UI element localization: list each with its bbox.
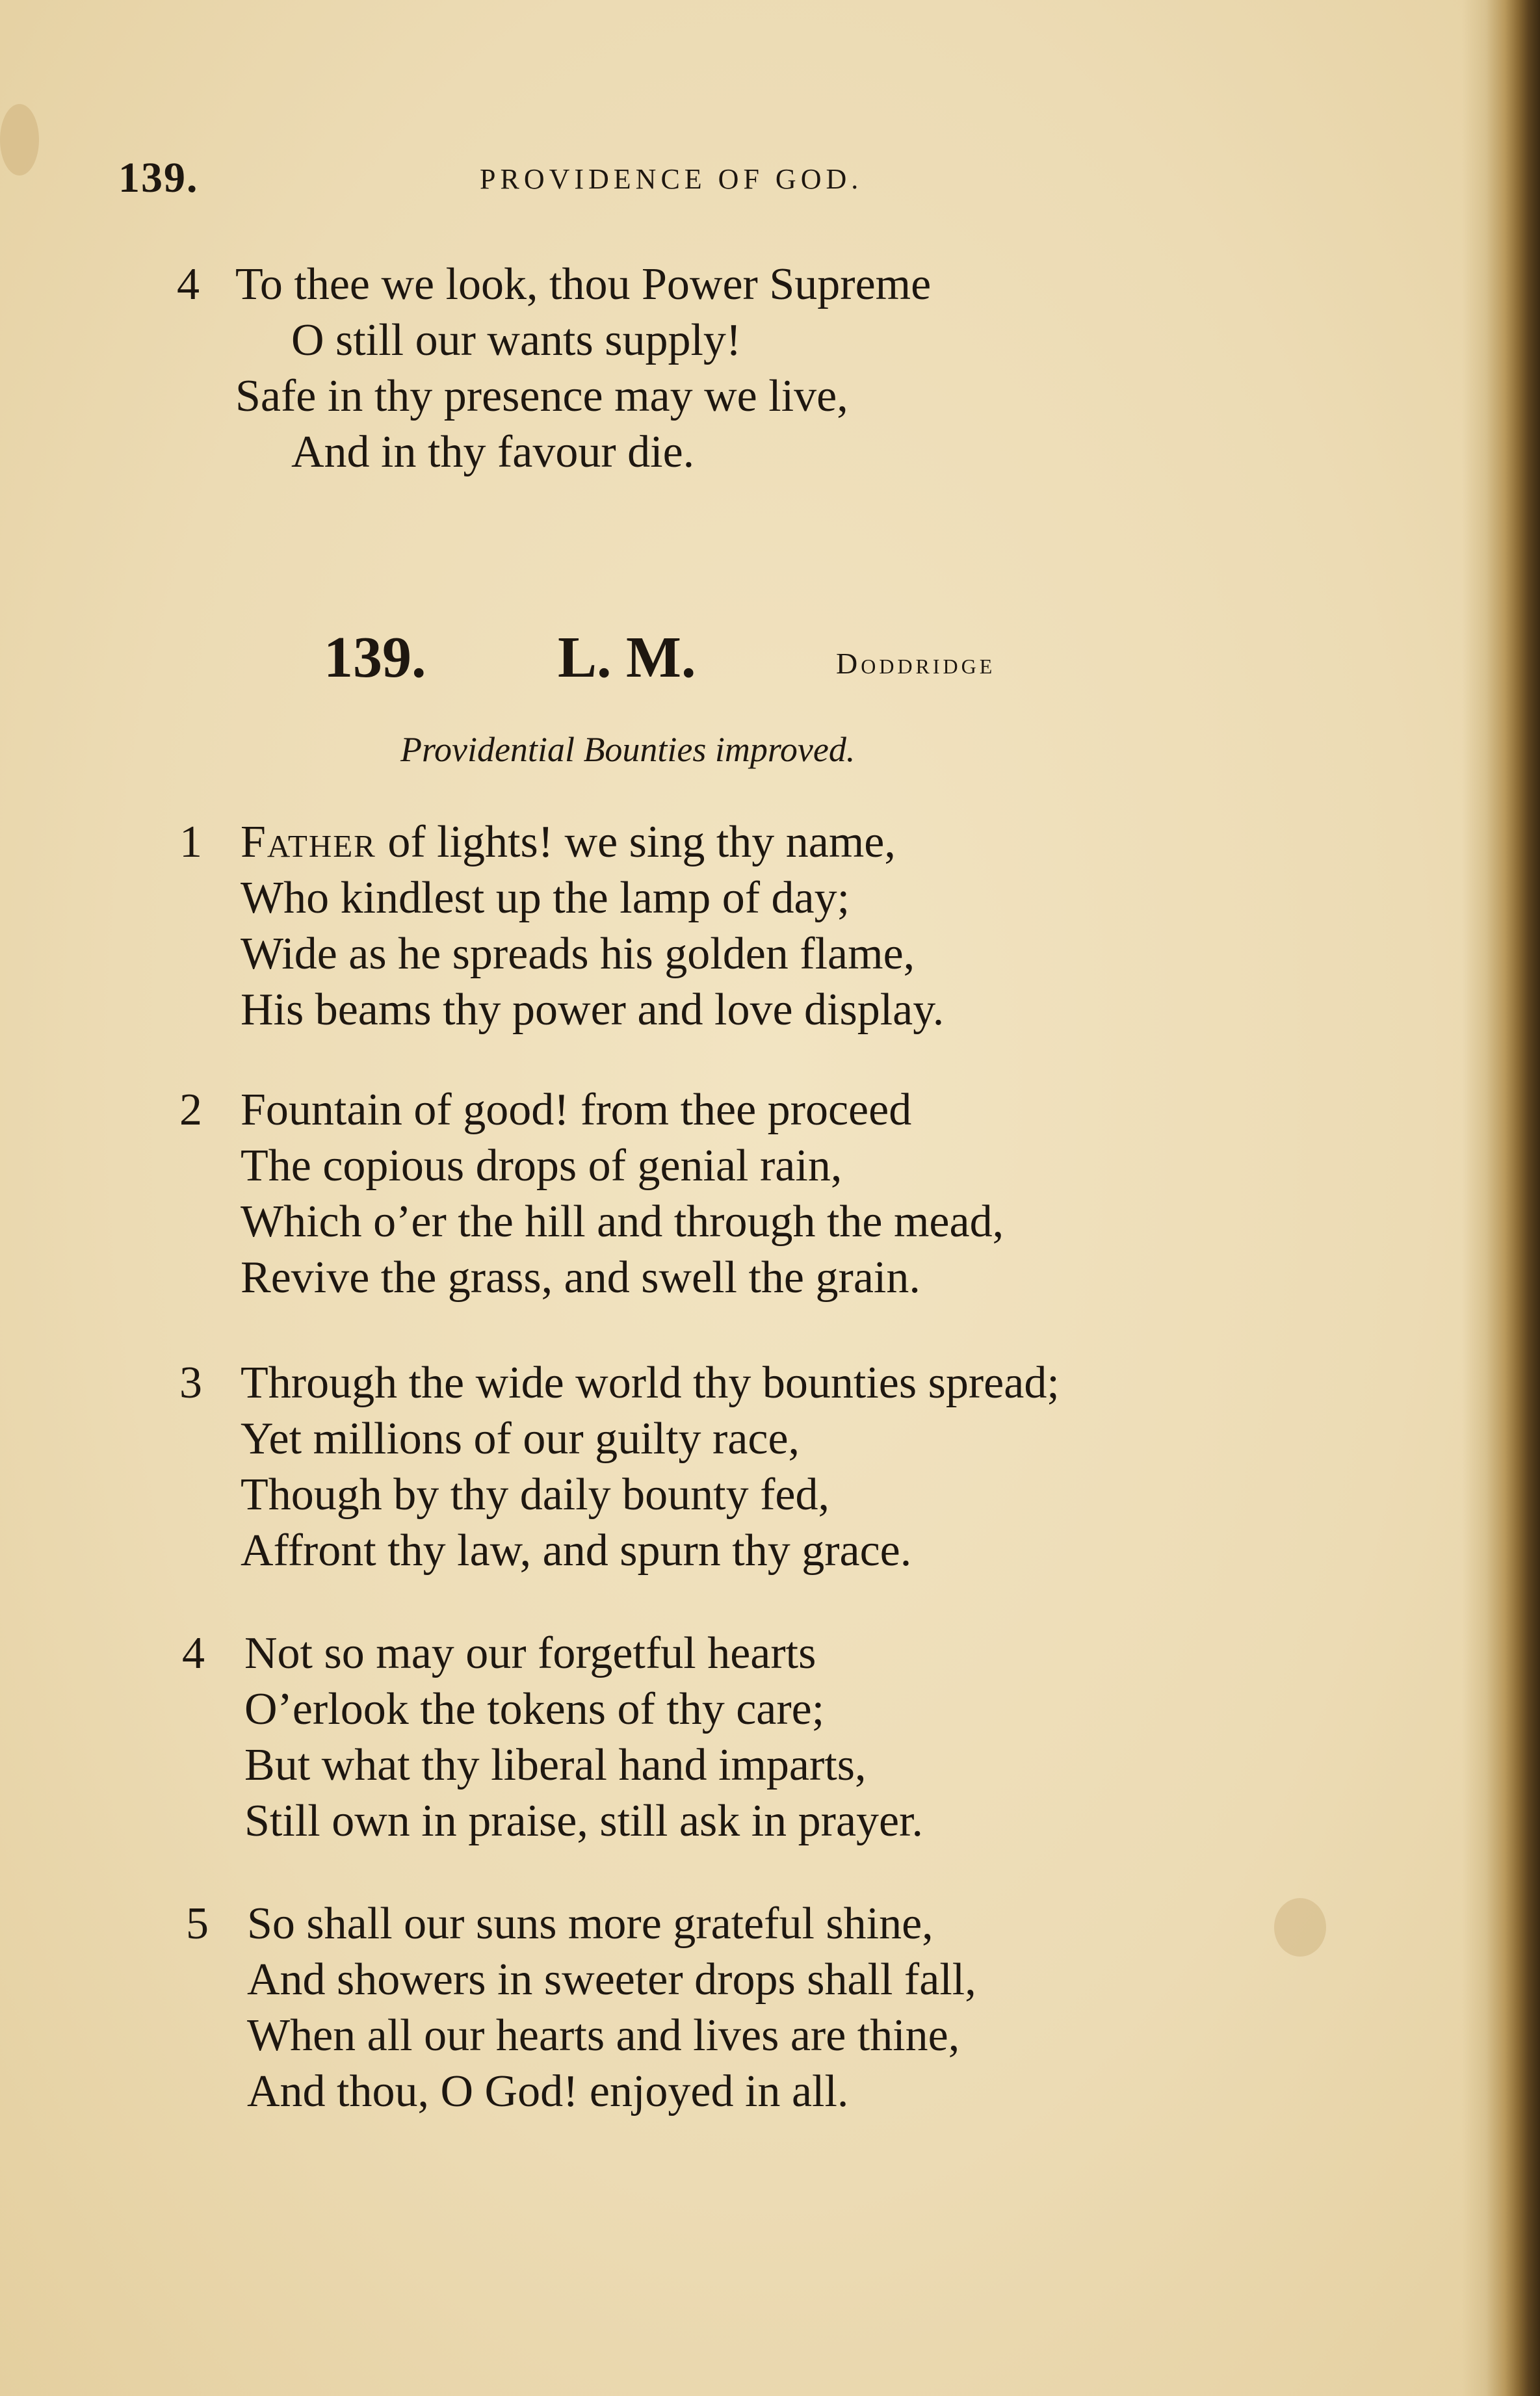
verse-line: Through the wide world thy bounties spread; bbox=[241, 1358, 1060, 1408]
stanza-number: 2 bbox=[179, 1085, 202, 1135]
verse-line: When all our hearts and lives are thine, bbox=[247, 2011, 960, 2061]
stanza-number: 4 bbox=[182, 1628, 205, 1678]
stanza-number: 4 bbox=[177, 259, 200, 309]
verse-line: Fountain of good! from thee proceed bbox=[241, 1085, 912, 1135]
first-word: Father bbox=[241, 817, 376, 867]
page-edge bbox=[1462, 0, 1540, 2396]
verse-line bbox=[241, 815, 896, 870]
stanza-number: 5 bbox=[186, 1899, 209, 1949]
hymn-subtitle: Providential Bounties improved. bbox=[400, 730, 855, 769]
hymn-number: 139. bbox=[324, 625, 426, 690]
verse-line: Wide as he spreads his golden flame, bbox=[241, 929, 915, 979]
verse-line: Which o’er the hill and through the mead, bbox=[241, 1197, 1004, 1247]
verse-line: Though by thy daily bounty fed, bbox=[241, 1470, 830, 1520]
page-number: 139. bbox=[118, 154, 199, 202]
verse-line: But what thy liberal hand imparts, bbox=[244, 1740, 867, 1790]
verse-line: And showers in sweeter drops shall fall, bbox=[247, 1955, 976, 2005]
first-line-rest: of lights! we sing thy name, bbox=[376, 817, 896, 867]
paper-stain bbox=[1274, 1898, 1326, 1957]
paper-stain bbox=[0, 104, 39, 176]
verse-line: Who kindlest up the lamp of day; bbox=[241, 873, 850, 923]
verse-line: His beams thy power and love display. bbox=[241, 985, 945, 1035]
verse-line: Not so may our forgetful hearts bbox=[244, 1628, 816, 1678]
verse-line: O still our wants supply! bbox=[291, 315, 742, 365]
verse-line: Still own in praise, still ask in prayer. bbox=[244, 1796, 924, 1846]
verse-line: To thee we look, thou Power Supreme bbox=[235, 259, 932, 309]
verse-line: And thou, O God! enjoyed in all. bbox=[247, 2066, 849, 2116]
verse-line: Safe in thy presence may we live, bbox=[235, 371, 848, 421]
hymn-header bbox=[324, 624, 1169, 696]
verse-line: Affront thy law, and spurn thy grace. bbox=[241, 1526, 912, 1576]
running-head bbox=[118, 153, 1158, 205]
hymn-meter: L. M. bbox=[558, 625, 696, 690]
verse-line: So shall our suns more grateful shine, bbox=[247, 1899, 933, 1949]
hymn-author: Doddridge bbox=[836, 647, 996, 680]
verse-line: And in thy favour die. bbox=[291, 427, 695, 477]
running-title: PROVIDENCE OF GOD. bbox=[480, 163, 863, 195]
verse-line: O’erlook the tokens of thy care; bbox=[244, 1684, 825, 1734]
verse-line: The copious drops of genial rain, bbox=[241, 1141, 842, 1191]
stanza-number: 3 bbox=[179, 1358, 202, 1408]
verse-line: Yet millions of our guilty race, bbox=[241, 1414, 800, 1464]
stanza-number: 1 bbox=[179, 817, 202, 867]
verse-line: Revive the grass, and swell the grain. bbox=[241, 1253, 920, 1303]
